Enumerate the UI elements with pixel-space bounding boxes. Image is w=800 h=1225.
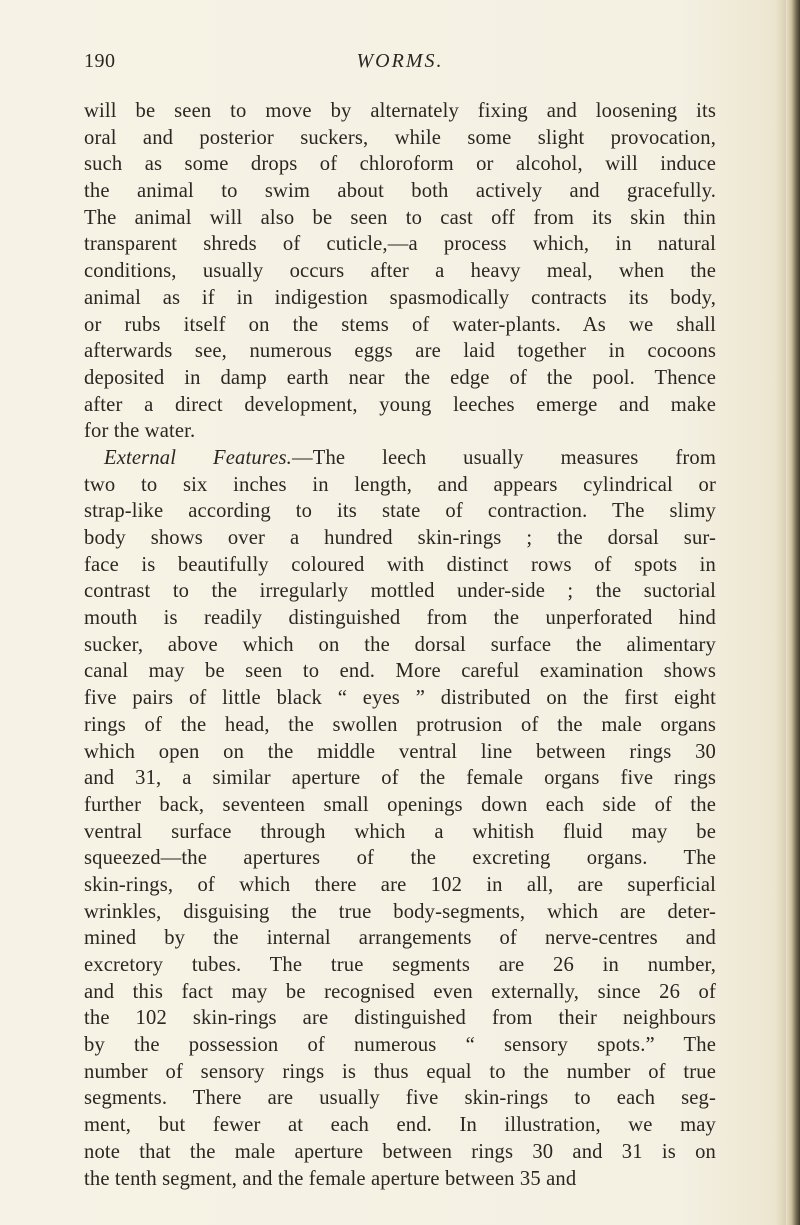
text-line-content: sucker, above which on the dorsal surface the alimentary xyxy=(84,633,716,656)
text-line xyxy=(84,658,716,685)
text-line-content: body shows over a hundred skin-rings ; the dorsal sur- xyxy=(84,527,716,549)
text-line-content: contrast to the irregularly mottled under-side ; the suctorial xyxy=(84,580,716,603)
text-line-content: number of sensory rings is thus equal to the number of true xyxy=(84,1060,716,1083)
text-line xyxy=(84,285,716,312)
text-line-content: squeezed—the apertures of the excreting organs. The xyxy=(84,847,716,870)
text-line-content: mouth is readily distinguished from the unperforated hind xyxy=(84,607,716,630)
text-line xyxy=(84,1166,716,1193)
text-line-content: the animal to swim about both actively and gracefully. xyxy=(84,180,716,203)
text-line xyxy=(84,632,716,659)
text-line xyxy=(84,525,716,552)
text-line-content: and this fact may be recognised even externally, since 26 of xyxy=(84,980,716,1003)
text-line xyxy=(84,578,716,605)
text-line xyxy=(84,765,716,792)
text-line-content: segments. There are usually five skin-rings to each seg- xyxy=(84,1087,716,1110)
text-line xyxy=(84,1059,716,1086)
heading-continuation: —The leech usually measures from xyxy=(291,446,716,469)
text-line xyxy=(84,1139,716,1166)
text-line xyxy=(84,98,716,125)
page-edge xyxy=(786,0,800,1225)
text-line-content: mined by the internal arrangements of nerve-centres and xyxy=(84,927,716,950)
text-line-content: two to six inches in length, and appears cylindrical or xyxy=(84,473,716,496)
text-line-content: or rubs itself on the stems of water-plants. As we shall xyxy=(84,313,716,336)
paragraph xyxy=(84,445,716,1192)
text-line-content: after a direct development, young leeches emerge and make xyxy=(84,393,716,416)
text-line-content: deposited in damp earth near the edge of the pool. Thence xyxy=(84,366,716,389)
text-line xyxy=(84,418,716,445)
text-line-content: the tenth segment, and the female aperture between 35 and xyxy=(84,1167,577,1190)
text-line xyxy=(84,872,716,899)
text-line xyxy=(84,605,716,632)
text-line xyxy=(84,685,716,712)
text-line xyxy=(84,205,716,232)
body-text xyxy=(84,98,716,1192)
text-line xyxy=(84,1112,716,1139)
text-line-content: wrinkles, disguising the true body-segments, which are deter- xyxy=(84,900,716,923)
text-line-content: which open on the middle ventral line between rings 30 xyxy=(84,740,716,763)
text-line-content: canal may be seen to end. More careful examination shows xyxy=(84,660,716,683)
text-line xyxy=(84,151,716,178)
text-line xyxy=(84,1005,716,1032)
text-line-content: animal as if in indigestion spasmodically contracts its body, xyxy=(84,286,716,309)
text-line-content: conditions, usually occurs after a heavy meal, when the xyxy=(84,260,716,283)
text-line xyxy=(84,125,716,152)
text-line-content: ment, but fewer at each end. In illustration, we may xyxy=(84,1114,716,1137)
text-line xyxy=(84,925,716,952)
text-line xyxy=(84,472,716,499)
text-line-content: face is beautifully coloured with distinct rows of spots in xyxy=(84,553,716,576)
running-head: WORMS. xyxy=(356,50,444,72)
text-line-content: for the water. xyxy=(84,420,196,443)
text-line xyxy=(84,1032,716,1059)
text-line-content: and 31, a similar aperture of the female organs five rings xyxy=(84,767,716,790)
text-line xyxy=(84,312,716,339)
text-line-content: transparent shreds of cuticle,—a process which, in natural xyxy=(84,233,716,256)
section-heading: External Features. xyxy=(104,446,292,469)
text-line-content: ventral surface through which a whitish fluid may be xyxy=(84,820,716,843)
text-line-content: afterwards see, numerous eggs are laid together in cocoons xyxy=(84,340,716,363)
text-line-content: further back, seventeen small openings down each side of the xyxy=(84,793,716,816)
text-line xyxy=(84,365,716,392)
text-line xyxy=(84,819,716,846)
text-line-content: the 102 skin-rings are distinguished from their neighbours xyxy=(84,1007,716,1030)
text-line-content: skin-rings, of which there are 102 in all, are superficial xyxy=(84,873,716,896)
text-line xyxy=(84,258,716,285)
text-line xyxy=(84,1085,716,1112)
text-line xyxy=(84,498,716,525)
page-header xyxy=(84,50,716,80)
text-line-content: by the possession of numerous “ sensory spots.” The xyxy=(84,1034,716,1057)
text-line xyxy=(84,952,716,979)
text-line-content xyxy=(104,445,716,472)
text-line xyxy=(84,231,716,258)
text-line-content: strap-like according to its state of contraction. The slimy xyxy=(84,500,716,523)
text-line-content: excretory tubes. The true segments are 26 in number, xyxy=(84,954,716,976)
text-line xyxy=(84,338,716,365)
text-line xyxy=(84,178,716,205)
text-line xyxy=(84,899,716,926)
page-gutter-shadow xyxy=(776,0,786,1225)
text-line-content: oral and posterior suckers, while some slight provocation, xyxy=(84,126,716,149)
text-line-content: The animal will also be seen to cast off from its skin thin xyxy=(84,206,716,229)
text-line xyxy=(84,739,716,766)
text-line xyxy=(84,552,716,579)
text-line xyxy=(84,712,716,739)
text-line xyxy=(84,792,716,819)
text-line xyxy=(84,392,716,419)
text-line-content: rings of the head, the swollen protrusion of the male organs xyxy=(84,713,716,736)
text-line xyxy=(84,979,716,1006)
text-line-content: note that the male aperture between rings 30 and 31 is on xyxy=(84,1140,716,1163)
text-line-content: five pairs of little black “ eyes ” distributed on the first eight xyxy=(84,687,716,710)
text-line-content: such as some drops of chloroform or alcohol, will induce xyxy=(84,153,716,176)
text-line-content: will be seen to move by alternately fixing and loosening its xyxy=(84,100,716,122)
paragraph xyxy=(84,98,716,445)
page-number: 190 xyxy=(84,50,116,72)
text-line xyxy=(84,845,716,872)
text-line xyxy=(84,445,716,472)
